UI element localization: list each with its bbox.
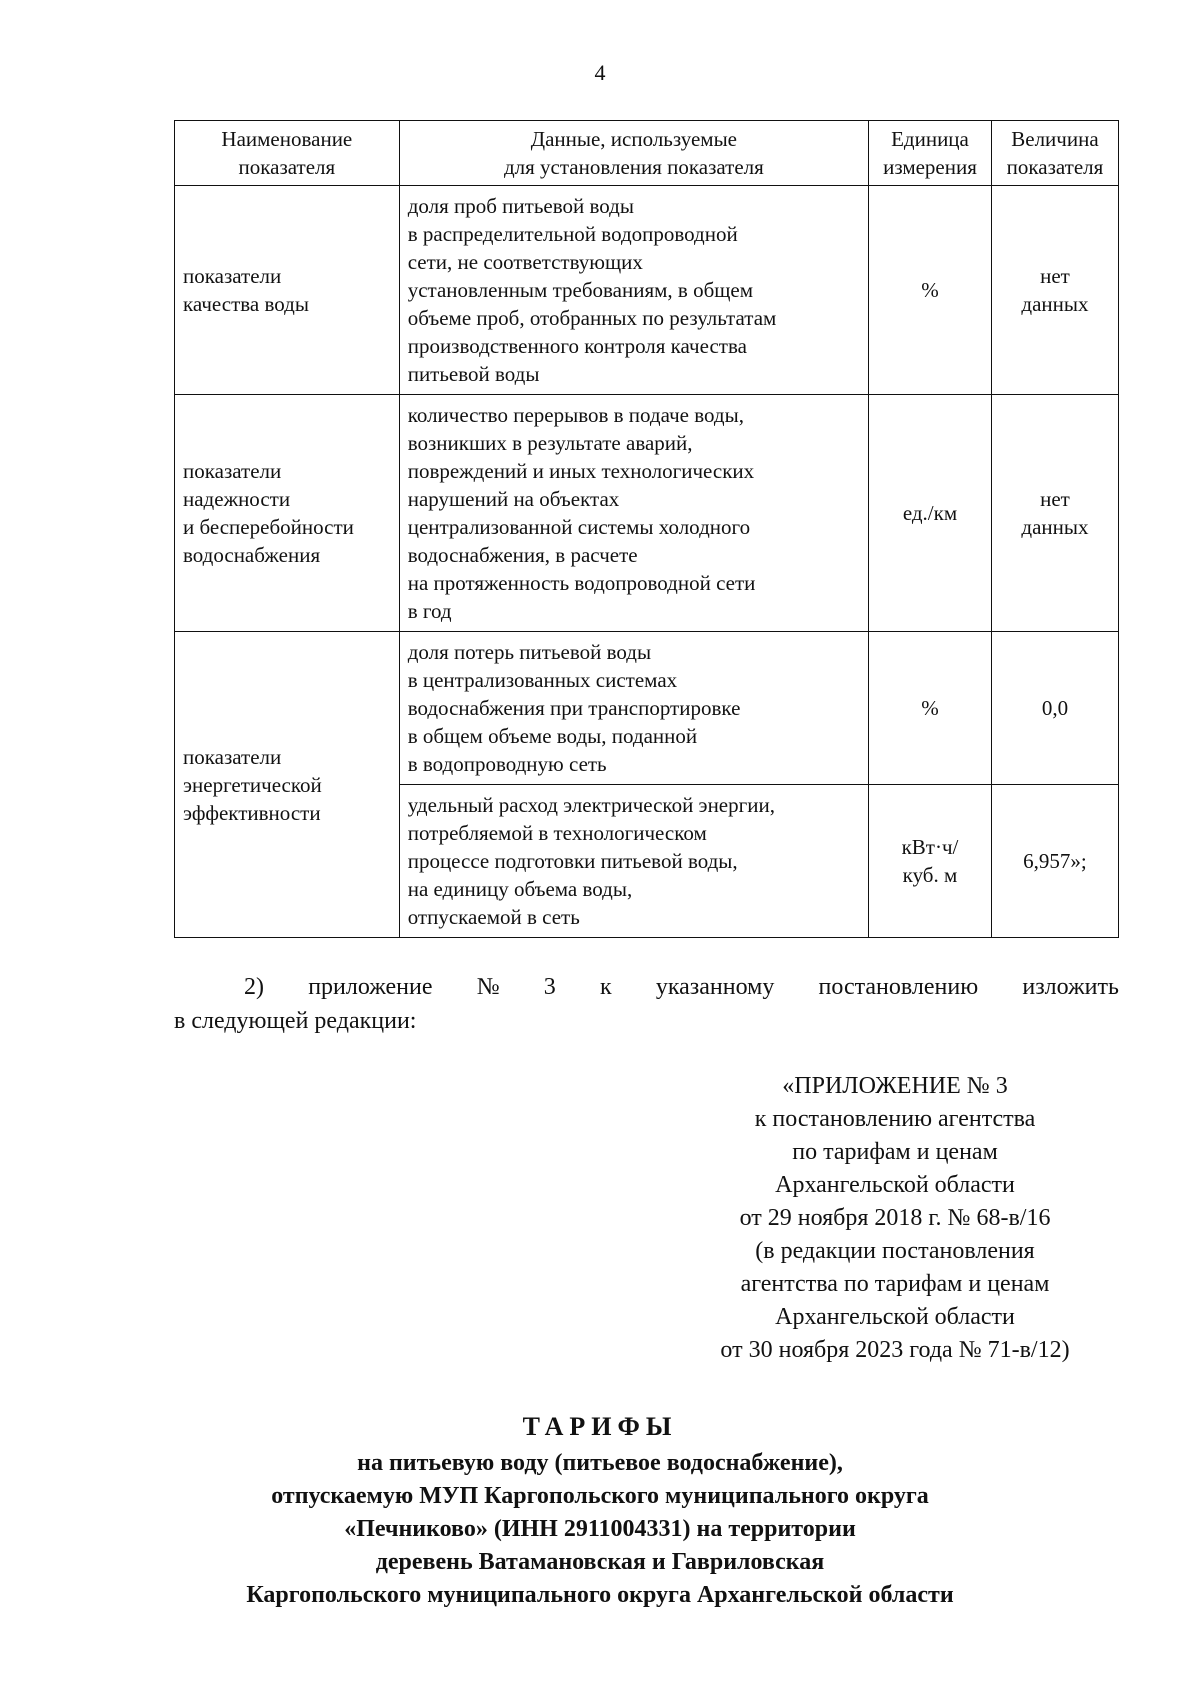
amendment-paragraph: [174, 970, 1119, 1038]
indicator-unit-cell: %: [869, 632, 992, 785]
header-value: Величина показателя: [991, 121, 1118, 186]
indicator-unit-cell: %: [869, 186, 992, 395]
amendment-first-line: 2) приложение № 3 к указанному постановлению изложить: [244, 974, 1119, 1000]
indicator-unit-cell: кВт·ч/ куб. м: [869, 785, 992, 938]
indicator-value-cell: нет данных: [991, 186, 1118, 395]
indicator-value-cell: 0,0: [991, 632, 1118, 785]
indicator-value-cell: 6,957»;: [991, 785, 1118, 938]
table-row: [175, 632, 1119, 785]
indicator-unit-cell: ед./км: [869, 395, 992, 632]
table-row: [175, 186, 1119, 395]
header-data: Данные, используемые для установления показателя: [399, 121, 868, 186]
amendment-second-line: в следующей редакции:: [174, 1008, 417, 1034]
tariffs-subtitle-line: Каргопольского муниципального округа Архангельской области: [246, 1582, 954, 1608]
appendix-reference: «ПРИЛОЖЕНИЕ № 3 к постановлению агентства по тарифам и ценам Архангельской области от 29 ноября 2018 г. № 68-в/16 (в редакции постановления агентства по тарифам и ценам Архангельской области от 30 ноября 2023 года № 71-в/12): [720, 1073, 1070, 1363]
tariffs-subtitle-line: отпускаемую МУП Каргопольского муниципального округа: [271, 1483, 929, 1509]
indicator-data-cell: доля проб питьевой воды в распределительной водопроводной сети, не соответствующих установленным требованиям, в общем объеме проб, отобранных по результатам производственного контроля качества питьевой воды: [399, 186, 868, 395]
page-number: 4: [594, 60, 606, 85]
indicator-name-cell: показатели энергетической эффективности: [175, 632, 400, 938]
indicator-name-cell: показатели надежности и бесперебойности водоснабжения: [175, 395, 400, 632]
indicator-value-cell: нет данных: [991, 395, 1118, 632]
indicators-table: [174, 120, 1119, 938]
tariffs-subtitle-line: деревень Ватамановская и Гавриловская: [375, 1549, 825, 1575]
indicator-name-cell: показатели качества воды: [175, 186, 400, 395]
indicator-data-cell: доля потерь питьевой воды в централизованных системах водоснабжения при транспортировке в общем объеме воды, поданной в водопроводную сеть: [399, 632, 868, 785]
tariffs-subtitle-line: «Печниково» (ИНН 2911004331) на территории: [344, 1516, 856, 1542]
tariffs-title-block: [0, 1410, 1200, 1612]
indicator-data-cell: удельный расход электрической энергии, потребляемой в технологическом процессе подготовки питьевой воды, на единицу объема воды, отпускаемой в сеть: [399, 785, 868, 938]
header-name: Наименование показателя: [175, 121, 400, 186]
tariffs-heading: ТАРИФЫ: [522, 1412, 678, 1441]
indicator-data-cell: количество перерывов в подаче воды, возникших в результате аварий, повреждений и иных технологических нарушений на объектах централизованной системы холодного водоснабжения, в расчете на протяженность водопроводной сети в год: [399, 395, 868, 632]
header-unit: Единица измерения: [869, 121, 992, 186]
table-row: [175, 395, 1119, 632]
table-header-row: [175, 121, 1119, 186]
tariffs-subtitle-line: на питьевую воду (питьевое водоснабжение),: [357, 1450, 843, 1476]
